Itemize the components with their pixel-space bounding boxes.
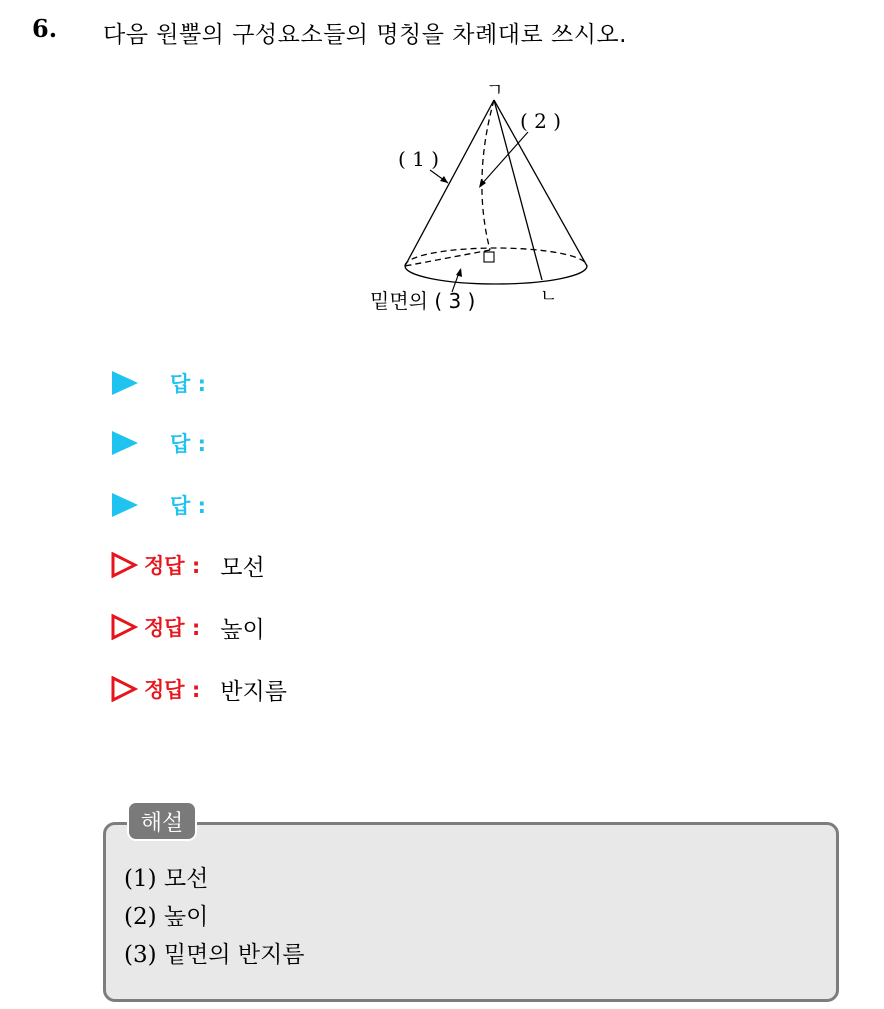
outline-triangle-icon xyxy=(110,614,138,640)
correct-answer-value: 반지름 xyxy=(220,678,287,705)
question-number: 6. xyxy=(32,14,58,43)
explanation-box xyxy=(103,822,839,1002)
answer-label: 답 : xyxy=(170,372,206,396)
play-marker-icon xyxy=(112,371,138,395)
label-1: ( 1 ) xyxy=(398,147,440,171)
explanation-line: (2) 높이 xyxy=(124,904,209,930)
label-3: 밑면의 ( 3 ) xyxy=(370,289,476,313)
answer-row xyxy=(108,488,206,522)
correct-answer-value: 모선 xyxy=(220,554,265,581)
answer-label: 답 : xyxy=(170,432,206,456)
explanation-line: (3) 밑면의 반지름 xyxy=(124,942,305,968)
play-marker-icon xyxy=(112,493,138,517)
base-point-label: ㄴ xyxy=(540,286,558,307)
correct-answer-label: 정답 : xyxy=(144,678,201,702)
apex-label: ㄱ xyxy=(486,80,504,101)
correct-answer-label: 정답 : xyxy=(144,554,201,578)
label-2: ( 2 ) xyxy=(520,109,562,133)
play-marker-icon xyxy=(112,431,138,455)
explanation-title: 해설 xyxy=(127,801,197,841)
answer-label: 답 : xyxy=(170,494,206,518)
correct-answer-label: 정답 : xyxy=(144,616,201,640)
question-text: 다음 원뿔의 구성요소들의 명칭을 차례대로 쓰시오. xyxy=(103,22,627,48)
answer-row xyxy=(108,366,206,400)
explanation-line: (1) 모선 xyxy=(124,866,209,892)
correct-answer-row xyxy=(108,548,265,582)
correct-answer-row xyxy=(108,672,287,706)
correct-answer-value: 높이 xyxy=(220,616,265,643)
answer-row xyxy=(108,426,206,460)
cone-figure xyxy=(360,80,600,320)
correct-answer-row xyxy=(108,610,265,644)
outline-triangle-icon xyxy=(110,676,138,702)
outline-triangle-icon xyxy=(110,552,138,578)
